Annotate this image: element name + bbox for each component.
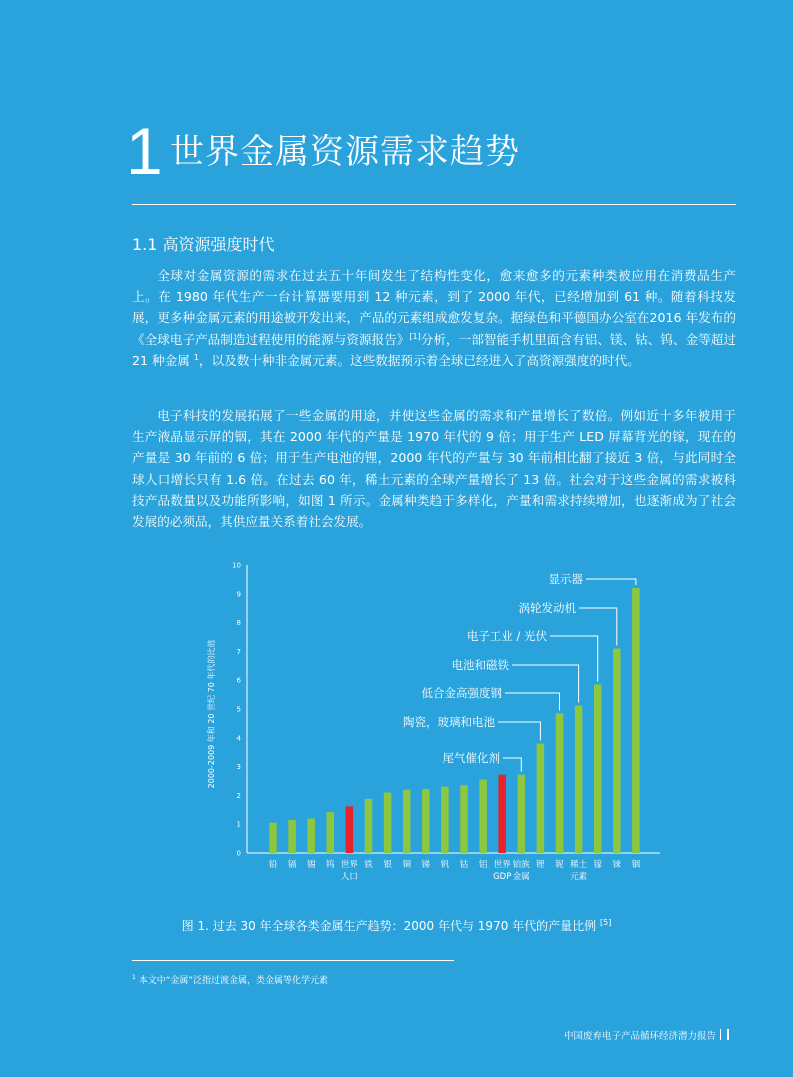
category-label: GDP	[493, 872, 512, 882]
category-label: 世界	[340, 860, 358, 870]
footer-marker	[727, 1029, 729, 1040]
annotation-label: 电池和磁铁	[451, 658, 509, 672]
category-label: 铌	[555, 860, 564, 870]
category-label: 镉	[287, 860, 297, 870]
paragraph-1-text-a: 全球对金属资源的需求在过去五十年间发生了结构性变化，愈来愈多的元素种类被应用在消费品生产上。在 1980 年代生产一台计算器要用到 12 种元素，到了 2000 年代，已经增加到 61 种。随着科技发展，更多种金属元素的用途被开发出来，产品的元素组成愈发复杂。据绿色和平德国办公室在2016 年发布的《全球电子产品制造过程使用的能源与资源报告》	[132, 268, 736, 347]
bar	[479, 780, 487, 853]
chapter-number: 1	[126, 114, 163, 188]
annotation-label: 显示器	[548, 572, 583, 586]
category-label: 铂族	[512, 860, 530, 870]
figure-caption	[0, 915, 793, 934]
bar	[632, 588, 640, 853]
caption-citation: [5]	[600, 918, 612, 927]
paragraph-1-text-b: 分析，一部智能手机里面含有铝、镁、钴、钨、金等超过 21 种金属	[132, 331, 737, 368]
annotation-leader-line	[512, 665, 579, 703]
category-label: 钴	[459, 860, 469, 870]
footnote-text: 本文中“金属”泛指过渡金属，类金属等化学元素	[138, 976, 329, 986]
bar	[403, 790, 411, 853]
y-tick-label: 9	[236, 590, 241, 599]
bar	[365, 799, 373, 853]
annotation-leader-line	[550, 636, 598, 682]
category-label: 镓	[593, 860, 602, 870]
annotation-label: 电子工业 / 光伏	[466, 629, 547, 643]
paragraph-2: 电子科技的发展拓展了一些金属的用途，并使这些金属的需求和产量增长了数倍。例如近十多年被用于生产液晶显示屏的铟，其在 2000 年代的产量是 1970 年代的 9 倍；用于生产 LED 屏幕背光的镓，现在的产量是 30 年前的 6 倍；用于生产电池的锂，2000 年代的产量与 30 年前相比翻了接近 3 倍，与此同时全球人口增长只有 1.6 倍。在过去 60 年，稀土元素的全球产量增长了 13 倍。社会对于这些金属的需求被科技产品数量以及功能所影响，如图 1 所示。金属种类趋于多样化，产量和需求持续增加，也逐渐成为了社会发展的必须品，其供应量关系着社会发展。	[132, 408, 736, 530]
metal-production-chart	[200, 555, 670, 890]
y-tick-label: 3	[236, 763, 241, 772]
category-label: 钨	[326, 860, 335, 870]
bar	[575, 706, 583, 853]
y-tick-label: 7	[236, 647, 241, 656]
y-tick-label: 4	[236, 734, 241, 743]
bar	[537, 744, 545, 853]
category-label: 铟	[631, 860, 641, 870]
annotation-label: 涡轮发动机	[518, 601, 576, 615]
bar	[613, 649, 621, 853]
paragraph-1	[132, 265, 736, 371]
bar	[346, 806, 354, 853]
annotation-leader-line	[505, 693, 560, 710]
category-label: 铝	[478, 860, 488, 870]
annotation-leader-line	[503, 758, 521, 772]
bar	[269, 823, 277, 853]
category-label: 稀土	[570, 860, 588, 870]
y-tick-label: 0	[236, 849, 241, 858]
category-label: 金属	[512, 872, 530, 882]
bar	[460, 785, 468, 853]
y-tick-label: 2	[236, 791, 241, 800]
category-label: 铁	[364, 860, 373, 870]
bar	[384, 793, 392, 853]
chapter-divider	[132, 204, 736, 205]
y-axis-label: 2000-2009 年和 20 世纪 70 年代的比值	[207, 639, 216, 789]
footer-separator	[720, 1029, 721, 1040]
page-footer	[564, 1029, 729, 1044]
annotation-leader-line	[498, 722, 540, 741]
paragraph-1-text-c: ，以及数十种非金属元素。这些数据预示着全球已经进入了高资源强度的时代。	[198, 352, 640, 368]
bar	[327, 812, 335, 853]
category-label: 锡	[306, 860, 316, 870]
footer-report-title: 中国废弃电子产品循环经济潜力报告	[563, 1031, 716, 1042]
bar	[518, 775, 526, 853]
annotation-label: 陶瓷，玻璃和电池	[403, 715, 495, 729]
annotation-leader-line	[586, 579, 636, 585]
bar	[498, 775, 506, 853]
chapter-title: 世界金属资源需求趋势	[170, 132, 520, 172]
category-label: 人口	[340, 872, 358, 882]
category-label: 铜	[402, 860, 411, 870]
y-tick-label: 1	[236, 820, 241, 829]
bar	[422, 789, 430, 853]
y-tick-label: 10	[232, 561, 241, 570]
category-label: 铅	[268, 860, 278, 870]
category-label: 铼	[612, 860, 622, 870]
category-label: 锂	[536, 860, 545, 870]
bar	[288, 820, 296, 853]
bar	[441, 787, 449, 853]
footnote-divider	[132, 960, 454, 961]
y-tick-label: 5	[236, 705, 241, 714]
citation-ref-1: [1]	[409, 331, 421, 341]
category-label: 钒	[440, 860, 450, 870]
y-tick-label: 6	[236, 676, 241, 685]
footnote	[132, 971, 328, 988]
footnote-ref-1: 1	[193, 352, 199, 362]
annotation-label: 低合金高强度钢	[421, 686, 502, 700]
bar	[556, 713, 564, 853]
footnote-mark: 1	[132, 974, 136, 981]
category-label: 锑	[421, 860, 431, 870]
caption-text: 图 1. 过去 30 年全球各类金属生产趋势：2000 年代与 1970 年代的产量比例	[181, 919, 597, 933]
y-tick-label: 8	[236, 619, 241, 628]
chart-svg	[200, 555, 670, 890]
category-label: 银	[383, 860, 392, 870]
bar	[307, 818, 315, 853]
section-title: 1.1 高资源强度时代	[132, 235, 275, 254]
category-label: 元素	[570, 872, 588, 882]
annotation-label: 尾气催化剂	[442, 751, 500, 765]
bar	[594, 685, 602, 853]
category-label: 世界	[493, 860, 511, 870]
